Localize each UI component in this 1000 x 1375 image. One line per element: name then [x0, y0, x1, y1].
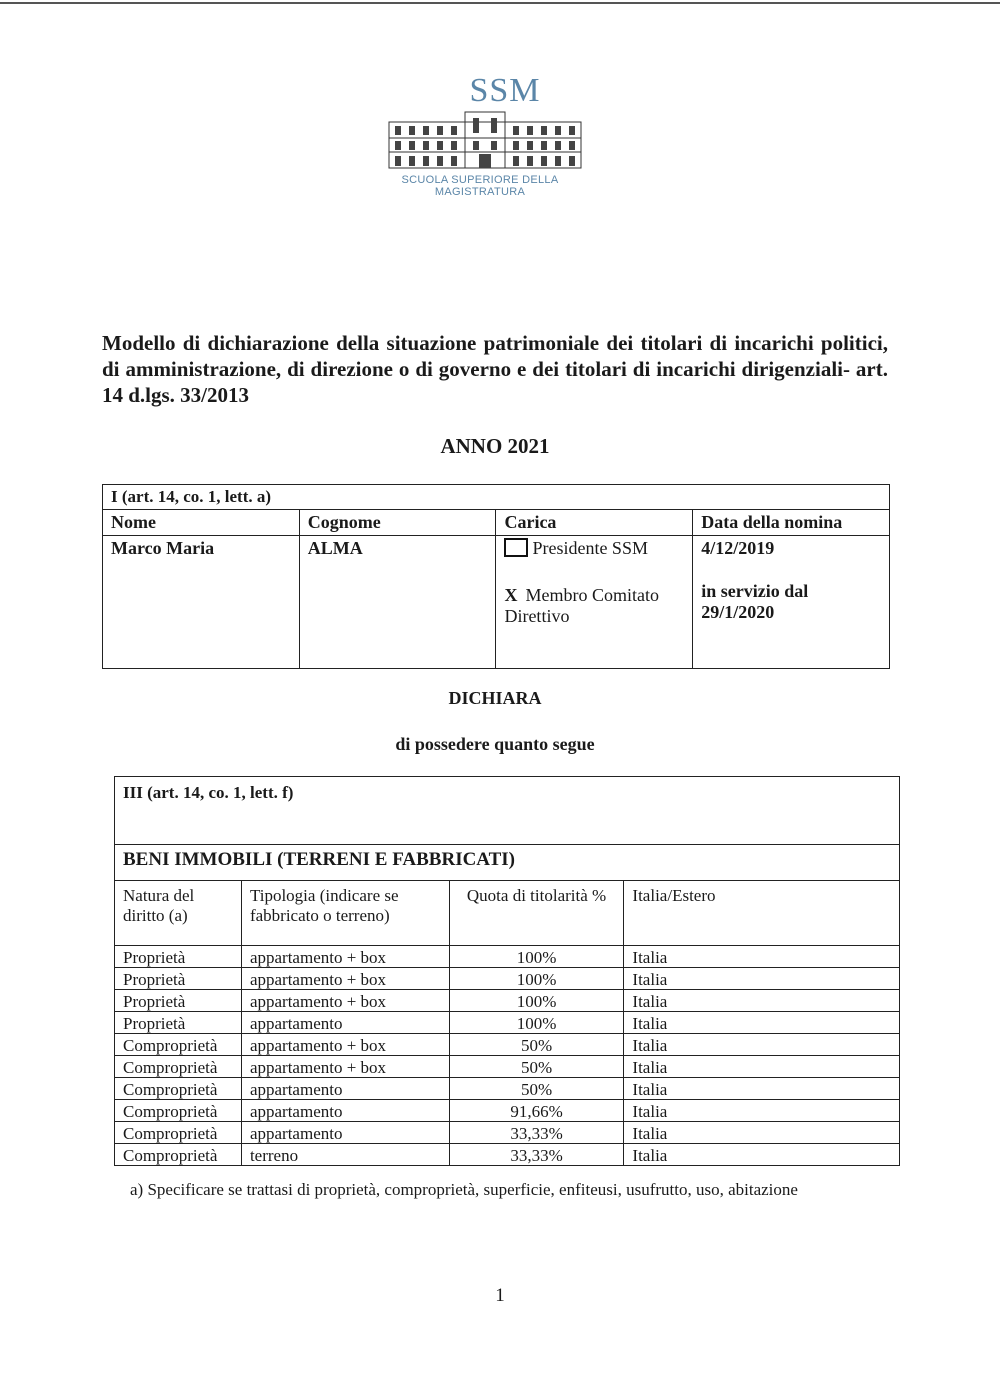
carica-option-presidente [504, 538, 684, 559]
quota-cell: 100% [449, 1012, 624, 1034]
natura-cell: Comproprietà [115, 1100, 242, 1122]
quota-cell: 100% [449, 990, 624, 1012]
building-logo-icon [385, 108, 585, 172]
quota-cell: 33,33% [449, 1144, 624, 1166]
natura-cell: Proprietà [115, 1012, 242, 1034]
quota-cell: 50% [449, 1078, 624, 1100]
page-number: 1 [495, 1285, 505, 1306]
paese-cell: Italia [624, 1034, 900, 1056]
header-carica: Carica [496, 510, 693, 536]
section-3-table [114, 776, 900, 1166]
table-row [115, 1144, 900, 1166]
carica-option1-label: Presidente SSM [532, 538, 648, 558]
quota-cell: 50% [449, 1056, 624, 1078]
paese-cell: Italia [624, 1100, 900, 1122]
in-servizio-label: in servizio dal [701, 581, 809, 601]
paese-cell: Italia [624, 946, 900, 968]
natura-cell: Proprietà [115, 990, 242, 1012]
section-3-label: III (art. 14, co. 1, lett. f) [115, 777, 900, 845]
footnote: a) Specificare se trattasi di proprietà, comproprietà, superficie, enfiteusi, usufrutto, uso, abitazione [130, 1180, 798, 1199]
carica-option-membro [504, 585, 684, 627]
paese-cell: Italia [624, 1144, 900, 1166]
natura-cell: Comproprietà [115, 1034, 242, 1056]
table-row [115, 1012, 900, 1034]
section-1-label: I (art. 14, co. 1, lett. a) [103, 485, 890, 510]
dichiara-heading: DICHIARA [448, 688, 542, 708]
table-row [115, 1122, 900, 1144]
paese-cell: Italia [624, 968, 900, 990]
quota-cell: 91,66% [449, 1100, 624, 1122]
paese-cell: Italia [624, 990, 900, 1012]
tipologia-cell: appartamento [241, 1012, 449, 1034]
paese-cell: Italia [624, 1122, 900, 1144]
table-row [115, 1078, 900, 1100]
tipologia-cell: appartamento + box [241, 1034, 449, 1056]
header-quota: Quota di titolarità % [449, 881, 624, 946]
header-natura: Natura del diritto (a) [115, 881, 242, 946]
document-year: ANNO 2021 [440, 434, 550, 458]
top-border-line [0, 2, 1000, 4]
checkbox-unchecked-icon [504, 538, 528, 557]
natura-cell: Comproprietà [115, 1144, 242, 1166]
checkbox-x-mark: X [504, 585, 518, 605]
natura-cell: Comproprietà [115, 1078, 242, 1100]
tipologia-cell: appartamento + box [241, 946, 449, 968]
cognome-value: ALMA [299, 536, 496, 669]
natura-cell: Comproprietà [115, 1122, 242, 1144]
tipologia-cell: appartamento [241, 1078, 449, 1100]
table-row [115, 1100, 900, 1122]
tipologia-cell: appartamento + box [241, 990, 449, 1012]
nome-value: Marco Maria [103, 536, 300, 669]
natura-cell: Proprietà [115, 968, 242, 990]
logo-subtitle: SCUOLA SUPERIORE DELLA MAGISTRATURA [401, 174, 559, 198]
tipologia-cell: appartamento [241, 1100, 449, 1122]
header-cognome: Cognome [299, 510, 496, 536]
possedere-subheading: di possedere quanto segue [395, 734, 595, 754]
table-row [115, 946, 900, 968]
quota-cell: 33,33% [449, 1122, 624, 1144]
natura-cell: Proprietà [115, 946, 242, 968]
header-italia-estero: Italia/Estero [624, 881, 900, 946]
tipologia-cell: appartamento + box [241, 968, 449, 990]
logo-abbreviation: SSM [469, 72, 541, 109]
data-nomina-cell [693, 536, 890, 669]
section-1-table [102, 484, 890, 669]
carica-option2-label: Membro Comitato Direttivo [504, 585, 659, 626]
paese-cell: Italia [624, 1078, 900, 1100]
tipologia-cell: appartamento [241, 1122, 449, 1144]
quota-cell: 100% [449, 968, 624, 990]
header-tipologia: Tipologia (indicare se fabbricato o terreno) [241, 881, 449, 946]
header-nome: Nome [103, 510, 300, 536]
data-nomina-value: 4/12/2019 [701, 538, 775, 558]
header-data-nomina: Data della nomina [693, 510, 890, 536]
natura-cell: Comproprietà [115, 1056, 242, 1078]
table-row [115, 1056, 900, 1078]
table-row [115, 1034, 900, 1056]
table-row [115, 968, 900, 990]
in-servizio-date: 29/1/2020 [701, 602, 775, 622]
document-title: Modello di dichiarazione della situazione patrimoniale dei titolari di incarichi politici, di amministrazione, di direzione o di governo e dei titolari di incarichi dirigenziali- art. 14 d.lgs. 33/2013 [102, 331, 888, 407]
quota-cell: 100% [449, 946, 624, 968]
paese-cell: Italia [624, 1012, 900, 1034]
tipologia-cell: appartamento + box [241, 1056, 449, 1078]
quota-cell: 50% [449, 1034, 624, 1056]
tipologia-cell: terreno [241, 1144, 449, 1166]
paese-cell: Italia [624, 1056, 900, 1078]
carica-cell [496, 536, 693, 669]
section-3-subtitle: BENI IMMOBILI (TERRENI E FABBRICATI) [115, 845, 900, 881]
table-row [115, 990, 900, 1012]
